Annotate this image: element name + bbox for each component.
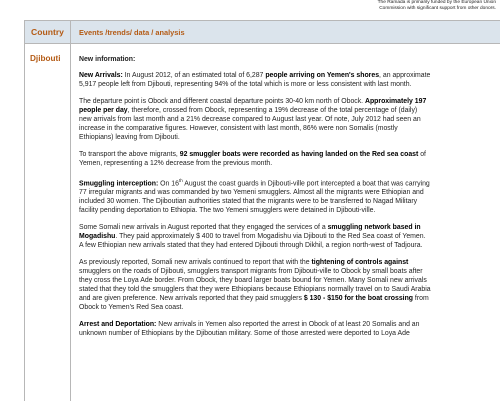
country-cell: Djibouti (30, 54, 61, 63)
table-header-row (25, 21, 500, 44)
text-fragment: The departure point is Obock and different coastal departure points 30-40 km north of Obock. (79, 98, 365, 105)
paragraph-smuggling-network (79, 223, 499, 250)
paragraph-line (79, 97, 499, 106)
paragraph-line: Obock to Yemen's Red Sea coast. (79, 304, 184, 312)
paragraph-line: 5,917 people left from Djibouti, representing 94% of the total which is more or less consistent with last month. (79, 81, 412, 88)
bold-fragment: Approximately 197 (365, 98, 427, 105)
paragraph-smuggling-interception (79, 176, 499, 215)
text-fragment: August the coast guards in Djibouti-ville port intercepted a boat that was carrying (182, 180, 430, 188)
paragraph-line: increase in the comparative figures. However, consistent with last month, 86% were non Somalis (mostly (79, 125, 398, 132)
funding-note-line-2: Commission with significant support from other donors. (379, 5, 496, 11)
superscript: th (178, 178, 183, 183)
text-fragment: , therefore, crossed from Obock, representing a 19% decrease of the total percentage of (daily) (127, 107, 418, 114)
paragraph-new-arrivals (79, 71, 499, 89)
text-fragment: from (412, 295, 429, 303)
paragraph-line: unknown number of Ethiopians by the Djiboutian military. Some of those arrested were deported to Loya Ade (79, 330, 410, 338)
lead-smuggling-interception: Smuggling interception: (79, 180, 159, 188)
bold-fragment: smuggling network based in (327, 224, 421, 232)
text-fragment: of (418, 151, 426, 158)
paragraph-line (79, 150, 499, 159)
paragraph-line (79, 232, 499, 241)
paragraph-line: included 30 women. The Djiboutian authorities stated that the migrants were to be transferred to Nagad Military (79, 198, 418, 206)
bold-fragment: tightening of controls against (311, 259, 409, 267)
paragraph-line: Yemen, representing a 12% decrease from the previous month. (79, 160, 273, 167)
paragraph-line (79, 258, 499, 267)
lead-new-arrivals: New Arrivals: (79, 72, 123, 79)
text-fragment: As previously reported, Somali new arrivals continued to report that with the (79, 259, 312, 267)
paragraph-smuggler-boats (79, 150, 499, 168)
bold-fragment: people per day (79, 107, 128, 114)
paragraph-line (79, 294, 499, 303)
text-fragment: On 16 (158, 180, 179, 188)
bold-fragment: $ 130 - $150 for the boat crossing (303, 295, 413, 303)
text-fragment: New arrivals in Yemen also reported the arrest in Obock of at least 20 Somalis and an (156, 321, 420, 329)
events-table (24, 20, 500, 401)
paragraph-line (79, 106, 499, 115)
text-fragment: In August 2012, of an estimated total of 6,287 (122, 72, 266, 79)
events-cell (79, 56, 499, 346)
column-header-country: Country (31, 27, 64, 37)
paragraph-line: 77 irregular migrants and was commanded by two Yemeni smugglers. Almost all the migrants were Ethiopian and (79, 189, 424, 197)
paragraph-line (79, 223, 499, 232)
paragraph-line: smugglers on the roads of Djibouti, smugglers transport migrants from Djibouti-ville to Obock by small boats after (79, 268, 423, 276)
paragraph-line (79, 320, 499, 329)
header-funding-note (346, 0, 496, 11)
paragraph-departure-point (79, 97, 499, 142)
paragraph-line: facility pending deportation to Ethiopia. The two Yemeni smugglers were detained in Djibouti-ville. (79, 207, 376, 215)
paragraph-tightening-controls (79, 258, 499, 312)
text-fragment: Some Somali new arrivals in August reported that they engaged the services of a (79, 224, 328, 232)
paragraph-arrest-deportation (79, 320, 499, 338)
bold-fragment: people arriving on Yemen's shores (265, 72, 380, 79)
column-divider (70, 21, 71, 401)
text-fragment: , an approximate (379, 72, 431, 79)
new-information-label: New information: (79, 56, 136, 63)
lead-arrest-deportation: Arrest and Deportation: (79, 321, 157, 329)
paragraph-line: new arrivals from last month and a 21% decrease compared to August last year. Of note, July 2012 had seen an (79, 116, 421, 123)
paragraph-line: they cross the Loya Ade border. From Obock, they board larger boats bound for Yemen. Many Somali new arrivals (79, 277, 427, 285)
column-header-events: Events /trends/ data / analysis (79, 28, 185, 37)
text-fragment: and are given preference. New arrivals reported that they paid smugglers (79, 295, 304, 303)
funding-note-line-1: The Ramada is primarily funded by the European Union (377, 0, 496, 5)
paragraph-line (79, 71, 499, 80)
paragraph-line (79, 176, 499, 188)
bold-fragment: Mogadishu (79, 233, 116, 241)
text-fragment: To transport the above migrants, (79, 151, 180, 158)
text-fragment: . They paid approximately $ 400 to travel from Mogadishu via Djibouti to the Red Sea coast of Yemen. (115, 233, 426, 241)
bold-fragment: 92 smuggler boats were recorded as having landed on the Red sea coast (179, 151, 419, 158)
paragraph-line: stated that they told the smugglers that they were Ethiopians because Ethiopians normally travel on to Saudi Arabia (79, 286, 431, 294)
paragraph-line: A few Ethiopian new arrivals stated that they had entered Djibouti through Dikhil, a region north-west of Tadjoura. (79, 242, 423, 250)
paragraph-line: Ethiopians) leaving from Djibouti. (79, 134, 180, 141)
